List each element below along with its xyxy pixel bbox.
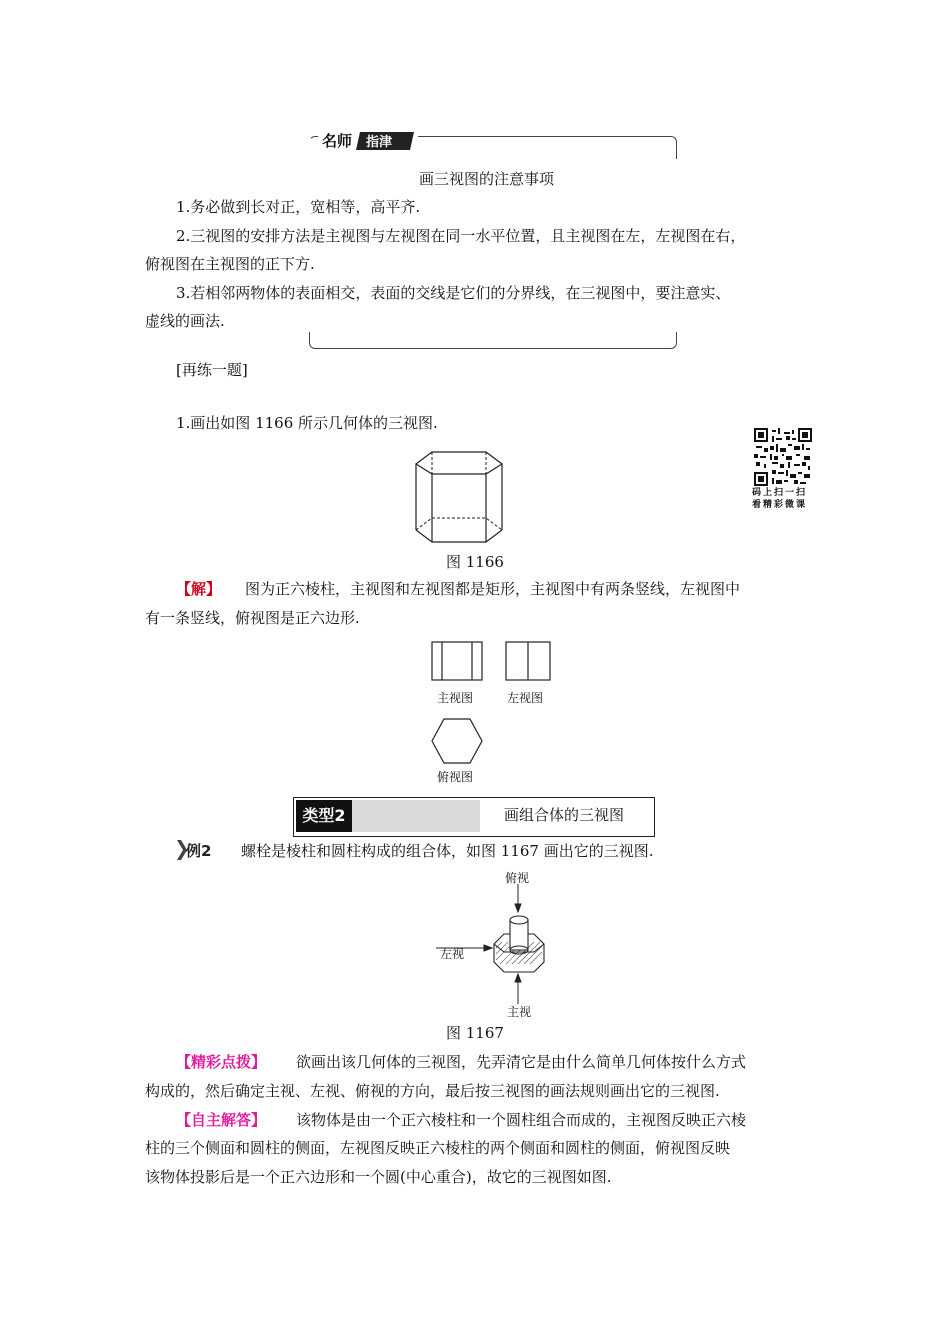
tip-item-2-cont: 俯视图在主视图的正下方. bbox=[145, 255, 315, 273]
answer-line-1: 该物体是由一个正六棱柱和一个圆柱组合而成的，主视图反映正六棱 bbox=[296, 1111, 747, 1129]
tip-badge bbox=[318, 128, 418, 152]
example-badge-text: 例2 bbox=[186, 842, 212, 860]
solution-tag: 【解】 bbox=[176, 580, 222, 598]
tip-item-2: 2.三视图的安排方法是主视图与左视图在同一水平位置，且主视图在左，左视图在右， bbox=[176, 227, 746, 245]
example-text: 螺栓是棱柱和圆柱构成的组合体，如图 1167 画出它的三视图. bbox=[241, 842, 654, 860]
left-view-label: 左视图 bbox=[507, 691, 544, 705]
front-view-figure bbox=[431, 641, 483, 681]
tip-item-1: 1.务必做到长对正，宽相等，高平齐. bbox=[176, 198, 421, 216]
left-view-figure bbox=[505, 641, 551, 681]
example-badge bbox=[177, 840, 223, 860]
tip-title: 画三视图的注意事项 bbox=[419, 170, 555, 188]
type2-box bbox=[293, 797, 655, 837]
arrow-left-label: 左视 bbox=[440, 947, 465, 961]
hint-line-1: 欲画出该几何体的三视图，先弄清它是由什么简单几何体按什么方式 bbox=[296, 1053, 747, 1071]
qr-caption-1: 码上扫一扫 bbox=[752, 488, 808, 498]
hint-tag: 【精彩点拨】 bbox=[176, 1053, 267, 1071]
solution-line-1: 图为正六棱柱，主视图和左视图都是矩形，主视图中有两条竖线，左视图中 bbox=[245, 580, 741, 598]
top-view-hexagon bbox=[431, 718, 483, 764]
answer-tag: 【自主解答】 bbox=[176, 1111, 267, 1129]
qr-code-icon[interactable] bbox=[754, 428, 812, 486]
qr-caption-2: 看精彩微课 bbox=[752, 500, 808, 510]
arrow-top-label: 俯视 bbox=[505, 871, 530, 885]
top-view-label: 俯视图 bbox=[437, 770, 474, 784]
practice-label: [再练一题] bbox=[176, 361, 248, 379]
fig1167-caption: 图 1167 bbox=[446, 1024, 504, 1042]
fig1166-caption: 图 1166 bbox=[446, 553, 504, 571]
tip-frame-bottom bbox=[309, 332, 677, 349]
tip-item-3-cont: 虚线的画法. bbox=[145, 312, 225, 330]
answer-line-2: 柱的三个侧面和圆柱的侧面，左视图反映正六棱柱的两个侧面和圆柱的侧面，俯视图反映 bbox=[145, 1139, 731, 1157]
hint-line-2: 构成的，然后确定主视、左视、俯视的方向，最后按三视图的画法规则画出它的三视图. bbox=[145, 1082, 720, 1100]
tip-badge-a: 名师 bbox=[322, 132, 353, 150]
practice-question: 1.画出如图 1166 所示几何体的三视图. bbox=[176, 414, 438, 432]
tip-badge-b: 指津 bbox=[366, 135, 393, 150]
tip-item-3: 3.若相邻两物体的表面相交，表面的交线是它们的分界线，在三视图中，要注意实、 bbox=[176, 284, 731, 302]
type2-label: 画组合体的三视图 bbox=[504, 806, 625, 824]
type2-badge: 类型2 bbox=[296, 800, 352, 832]
front-view-label: 主视图 bbox=[437, 691, 474, 705]
bolt-figure bbox=[436, 884, 556, 1004]
solution-line-2: 有一条竖线，俯视图是正六边形. bbox=[145, 609, 360, 627]
hex-prism-figure bbox=[410, 446, 510, 546]
arrow-bottom-label: 主视 bbox=[507, 1005, 532, 1019]
type2-gray-band bbox=[352, 800, 480, 832]
answer-line-3: 该物体投影后是一个正六边形和一个圆(中心重合)，故它的三视图如图. bbox=[145, 1168, 612, 1186]
